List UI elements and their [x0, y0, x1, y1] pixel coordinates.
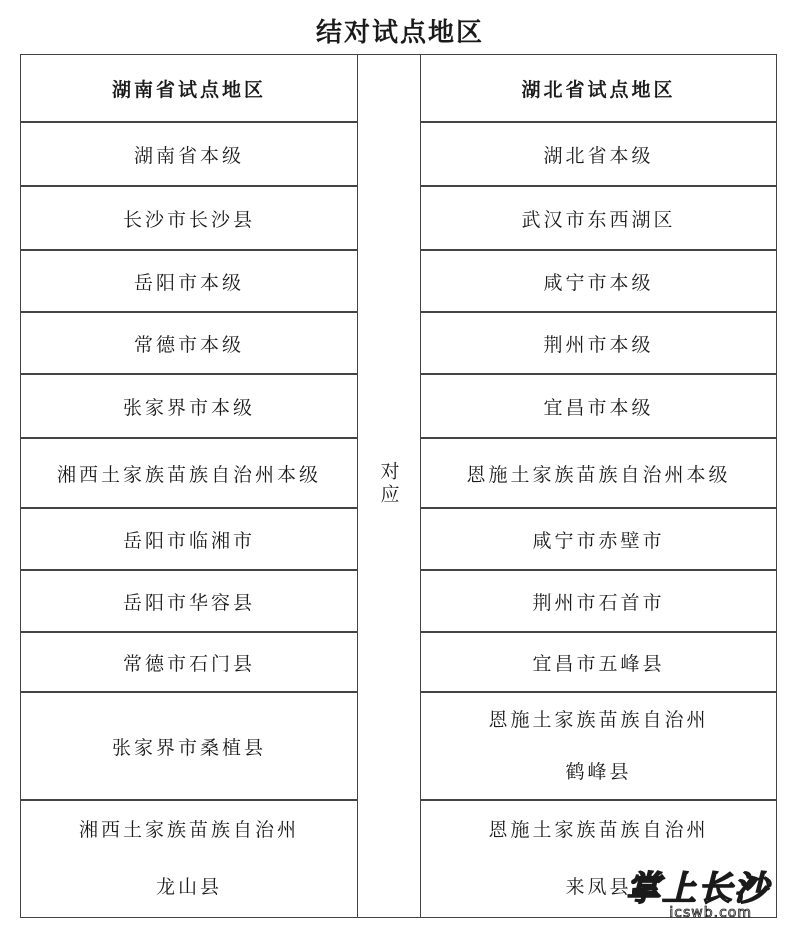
- header-row: [20, 54, 777, 122]
- correspondence-label: 对应: [377, 460, 400, 507]
- hubei-region-cell: [420, 186, 777, 250]
- hunan-region-cell: [20, 800, 358, 918]
- hunan-region-name: 张家界市本级: [122, 396, 255, 419]
- hubei-region-name: 鹤峰县: [565, 761, 632, 783]
- hubei-region-name: 武汉市东西湖区: [521, 208, 676, 231]
- hunan-region-name: 龙山县: [155, 876, 222, 898]
- hubei-region-cell: [420, 692, 777, 800]
- hubei-region-cell: [420, 250, 777, 312]
- correspondence-column: [358, 54, 420, 918]
- hunan-region-name: 湖南省本级: [133, 144, 244, 167]
- hunan-region-name: 长沙市长沙县: [122, 208, 255, 231]
- hunan-region-name: 湘西土家族苗族自治州本级: [56, 463, 321, 486]
- hubei-region-name: 荆州市本级: [543, 333, 654, 356]
- hunan-region-cell: [20, 312, 358, 374]
- hunan-region-cell: [20, 570, 358, 632]
- page-title: 结对试点地区: [315, 18, 484, 48]
- hubei-region-cell: [420, 632, 777, 692]
- header-hubei: 湖北省试点地区: [420, 54, 777, 122]
- hubei-region-cell: [420, 570, 777, 632]
- hubei-region-cell: [420, 122, 777, 186]
- hunan-region-name: 张家界市桑植县: [111, 736, 266, 759]
- hunan-region-cell: [20, 122, 358, 186]
- hubei-region-name: 宜昌市本级: [543, 396, 654, 419]
- hubei-region-cell: [420, 312, 777, 374]
- hunan-region-cell: [20, 374, 358, 438]
- hunan-region-cell: [20, 250, 358, 312]
- hunan-region-name: 常德市本级: [133, 333, 244, 356]
- hunan-region-name: 湘西土家族苗族自治州: [78, 819, 299, 841]
- hunan-region-cell: [20, 438, 358, 508]
- watermark-main-text: 掌上长沙: [626, 869, 770, 909]
- hubei-region-name: 湖北省本级: [543, 144, 654, 167]
- watermark-site-text: icswb.com: [669, 905, 752, 921]
- hunan-region-name: 岳阳市本级: [133, 271, 244, 294]
- hubei-region-cell: [420, 374, 777, 438]
- hunan-region-cell: [20, 508, 358, 570]
- hunan-region-cell: [20, 692, 358, 800]
- hunan-region-cell: [20, 632, 358, 692]
- watermark-logo: [570, 857, 770, 927]
- hunan-region-name: 岳阳市临湘市: [122, 529, 255, 552]
- hubei-region-name: 咸宁市本级: [543, 271, 654, 294]
- header-hunan: 湖南省试点地区: [20, 54, 358, 122]
- hubei-region-name: 荆州市石首市: [532, 591, 665, 614]
- hunan-region-name: 岳阳市华容县: [122, 591, 255, 614]
- hubei-region-name: 恩施土家族苗族自治州: [488, 819, 709, 841]
- hunan-region-name: 常德市石门县: [122, 652, 255, 675]
- hunan-region-cell: [20, 186, 358, 250]
- hubei-region-name: 恩施土家族苗族自治州本级: [466, 463, 731, 486]
- hubei-region-cell: [420, 508, 777, 570]
- hubei-region-cell: [420, 438, 777, 508]
- pairing-table-body: [20, 54, 777, 918]
- hubei-region-name: 咸宁市赤壁市: [532, 529, 665, 552]
- hubei-region-name: 恩施土家族苗族自治州: [488, 709, 709, 731]
- hubei-region-name: 宜昌市五峰县: [532, 652, 665, 675]
- pairing-table: [20, 54, 777, 918]
- hubei-region-name: 来凤县: [565, 876, 632, 898]
